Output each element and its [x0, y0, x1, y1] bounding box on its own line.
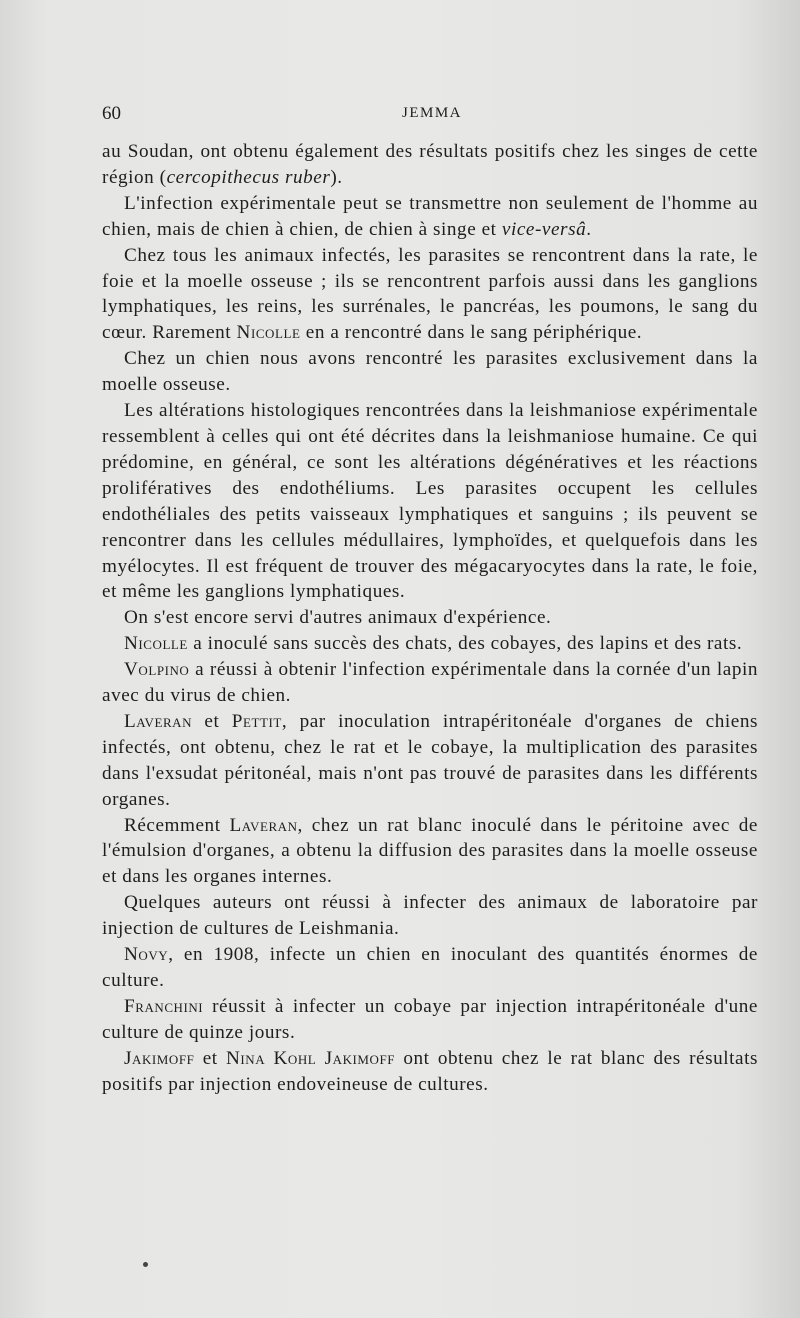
paragraph-text: et: [194, 1047, 227, 1069]
page-header: [102, 103, 762, 129]
body-text: [102, 139, 758, 1098]
paragraph-text-end: en a rencontré dans le sang périphérique.: [300, 322, 643, 344]
paragraph-9: [102, 709, 758, 813]
paragraph-text: Quelques auteurs ont réussi à infecter des animaux de laboratoire par injection de cultures de Leishmania.: [102, 892, 758, 940]
paragraph-text: Chez tous les animaux infectés, les parasites se rencontrent dans la rate, le foie et la moelle osseuse ; ils se rencontrent parfois aussi dans les ganglions lymphatiques, les reins, les surrénales, le pancréas, les poumons, le sang du cœur. Rarement: [102, 244, 758, 344]
paragraph-text-end: a réussi à obtenir l'infection expérimentale dans la cornée d'un lapin avec du virus de chien.: [102, 659, 758, 707]
page-number: 60: [102, 103, 121, 124]
paragraph-text-end: a inoculé sans succès des chats, des cobayes, des lapins et des rats.: [187, 633, 743, 655]
paragraph-4: [102, 346, 758, 398]
author-name: Laveran: [124, 710, 193, 732]
paragraph-2: [102, 191, 758, 243]
paragraph-text-end: ont obtenu chez le rat blanc des résultats positifs par injection endoveineuse de cultures.: [102, 1047, 758, 1095]
paragraph-text: Récemment: [124, 814, 230, 836]
paragraph-3: [102, 243, 758, 347]
paragraph-text: au Soudan, ont obtenu également des résultats positifs chez les singes de cette région (: [102, 141, 758, 188]
ink-speck: [143, 1262, 148, 1267]
author-name: Volpino: [124, 659, 190, 681]
paragraph-7: [102, 631, 758, 657]
paragraph-12: [102, 942, 758, 994]
author-name: Novy: [124, 944, 169, 966]
paragraph-text: L'infection expérimentale peut se transmettre non seulement de l'homme au chien, mais de chien à chien, de chien à singe et: [102, 192, 758, 240]
paragraph-11: [102, 890, 758, 942]
paragraph-5: [102, 398, 758, 605]
paragraph-10: [102, 813, 758, 891]
author-name: Nicolle: [124, 633, 188, 655]
paragraph-14: [102, 1046, 758, 1098]
author-name-2: Nina Kohl Jakimoff: [226, 1047, 396, 1069]
author-name: Nicolle: [236, 322, 301, 344]
running-title: JEMMA: [401, 105, 462, 121]
paragraph-text-end: .: [586, 218, 592, 240]
paragraph-8: [102, 657, 758, 709]
paragraph-13: [102, 994, 758, 1046]
paragraph-1: [102, 139, 758, 191]
italic-phrase: vice-versâ: [501, 218, 587, 240]
author-name-2: Pettit: [231, 710, 282, 732]
paragraph-text: Les altérations histologiques rencontrées dans la leishmaniose expérimentale ressemblent à celles qui ont été décrites dans la leishmaniose humaine. Ce qui prédomine, en général, ce sont les altérations dégénératives et les réactions prolifératives des endothéliums. Les parasites occupent les cellules endothéliales des petits vaisseaux lymphatiques et sanguins ; ils peuvent se rencontrer dans les cellules médullaires, lymphoïdes, et quelquefois dans les myélocytes. Il est fréquent de trouver des mégacaryocytes dans la rate, le foie, et même les ganglions lymphatiques.: [102, 400, 758, 603]
paragraph-6: [102, 605, 758, 631]
paragraph-text: et: [192, 710, 232, 732]
author-name: Laveran: [229, 814, 298, 836]
author-name: Jakimoff: [124, 1047, 195, 1069]
paragraph-text: On s'est encore servi d'autres animaux d'expérience.: [124, 607, 552, 629]
paragraph-text-end: , par inoculation intrapéritonéale d'organes de chiens infectés, ont obtenu, chez le rat et le cobaye, la multiplication des parasites dans l'exsudat péritonéal, mais n'ont pas trouvé de parasites dans les différents organes.: [102, 710, 758, 810]
paragraph-text: Chez un chien nous avons rencontré les parasites exclusivement dans la moelle osseuse.: [102, 348, 758, 396]
paragraph-text-end: réussit à infecter un cobaye par injection intrapéritonéale d'une culture de quinze jours.: [102, 995, 758, 1043]
paragraph-text-end: , en 1908, infecte un chien en inoculant des quantités énormes de culture.: [102, 944, 758, 991]
italic-species-name: cercopithecus ruber: [166, 166, 331, 188]
paragraph-text-end: , chez un rat blanc inoculé dans le péritoine avec de l'émulsion d'organes, a obtenu la diffusion des parasites dans la moelle osseuse et dans les organes internes.: [102, 814, 758, 888]
paragraph-text-end: ).: [330, 166, 343, 188]
author-name: Franchini: [124, 995, 204, 1017]
